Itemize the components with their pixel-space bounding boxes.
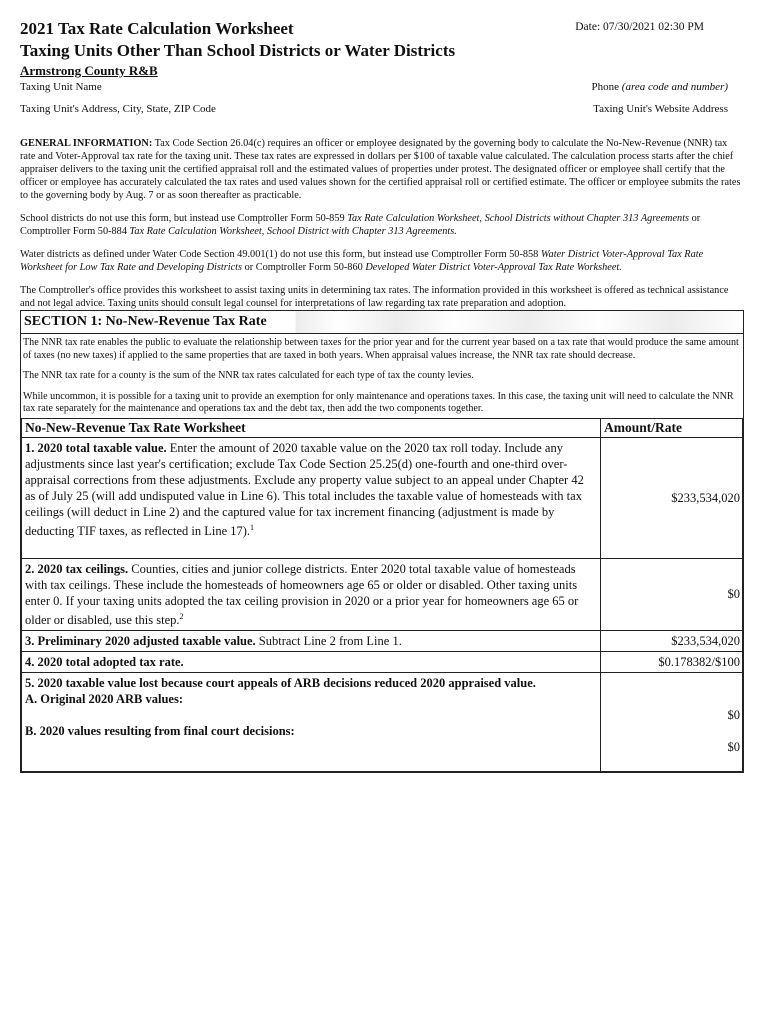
line-3-desc: 3. Preliminary 2020 adjusted taxable value. Subtract Line 2 from Line 1.: [22, 630, 601, 651]
line-5b-label: B. 2020 values resulting from final court decisions:: [25, 723, 295, 738]
header: [20, 18, 744, 40]
water-districts-note: Water districts as defined under Water Code Section 49.001(1) do not use this form, but instead use Comptroller Form 50-858 Water District Voter-Approval Tax Rate Worksheet for Low Tax Rate and Developing Districts or Comptroller Form 50-860 Developed Water District Voter-Approval Tax Rate Worksheet.: [20, 249, 704, 273]
col-header-worksheet: No-New-Revenue Tax Rate Worksheet: [22, 418, 601, 437]
line-4-desc: 4. 2020 total adopted tax rate.: [22, 651, 601, 672]
worksheet-page: [20, 18, 744, 773]
line-5a-label: A. Original 2020 ARB values:: [25, 691, 183, 706]
table-row: [22, 651, 743, 672]
line-1-desc: 1. 2020 total taxable value. Enter the amount of 2020 taxable value on the 2020 tax roll today. Include any adjustments since last year's certification; exclude Tax Code Section 25.25(d) one-fourth and one-third over-appraisal corrections from these adjustments. Exclude any property value subject to an appeal under Chapter 42 as of July 25 (will add undisputed value in Line 6). This total includes the taxable value of homesteads with tax ceilings (will deduct in Line 2) and the captured value for tax increment financing (adjustment is made by deducting TIF taxes, as reflected in Line 17).$^1$: [22, 437, 601, 558]
unit-name-label: Taxing Unit Name: [20, 81, 102, 93]
form-title: 2021 Tax Rate Calculation Worksheet: [20, 19, 294, 38]
section-1-para: The NNR tax rate enables the public to evaluate the relationship between taxes for the prior year and for the current year based on a tax rate that would produce the same amount of taxes (no new taxes) if applied to the same properties that are taxed in both years. When appraisal values increase, the NNR tax rate should decrease.: [23, 337, 739, 361]
section-1-title: SECTION 1: No-New-Revenue Tax Rate: [21, 311, 743, 334]
line-5-desc: 5. 2020 taxable value lost because court appeals of ARB decisions reduced 2020 appraised value. A. Original 2020 ARB values: B. 2020 values resulting from final court decisions:: [22, 672, 601, 771]
address-row: [20, 103, 744, 119]
general-info: GENERAL INFORMATION: Tax Code Section 26.04(c) requires an officer or employee designated by the governing body to calculate the No-New-Revenue (NNR) tax rate and Voter-Approval tax rate for the taxing unit. These tax rates are expressed in dollars per $100 of taxable value calculated. The calculation process starts after the chief appraiser delivers to the taxing unit the certified appraisal roll and the estimated values of properties under protest. The designated officer or employee shall certify that the officer or employee has accurately calculated the tax rates and used values shown for the certified appraisal roll or certified estimate. The officer or employee submits the rates to the governing body by Aug. 7 or as soon thereafter as practicable.: [20, 138, 741, 201]
phone-label: Phone (area code and number): [591, 81, 728, 93]
table-row: [22, 558, 743, 630]
col-header-amount: Amount/Rate: [601, 418, 743, 437]
line-1-amount: $233,534,020: [601, 437, 743, 558]
line-2-amount: $0: [601, 558, 743, 630]
section-1-para: The NNR tax rate for a county is the sum of the NNR tax rates calculated for each type of tax the county levies.: [23, 370, 474, 381]
line-2-desc: 2. 2020 tax ceilings. Counties, cities and junior college districts. Enter 2020 total taxable value of homesteads with tax ceilings. These include the homesteads of homeowners age 65 or older or disabled. Other taxing units enter 0. If your taxing units adopted the tax ceiling provision in 2020 or a prior year for homeowners age 65 or older or disabled, use this step.$^2$: [22, 558, 601, 630]
taxing-unit-name: Armstrong County R&B: [20, 63, 158, 78]
section-1-para: While uncommon, it is possible for a taxing unit to provide an exemption for only maintenance and operations taxes. In this case, the taxing unit will need to calculate the NNR tax rate separately for the maintenance and operations tax and the debt tax, then add the two components together.: [23, 390, 734, 414]
section-1-intro: [21, 334, 743, 416]
form-subtitle: Taxing Units Other Than School Districts or Water Districts: [20, 41, 456, 60]
website-label: Taxing Unit's Website Address: [593, 103, 728, 115]
section-1: [20, 310, 744, 773]
line-4-amount: $0.178382/$100: [601, 651, 743, 672]
line-5a-amount: $0: [727, 707, 740, 722]
table-row: [22, 672, 743, 771]
date-stamp: Date: 07/30/2021 02:30 PM: [575, 21, 704, 33]
comptroller-note: The Comptroller's office provides this worksheet to assist taxing units in determining tax rates. The information provided in this worksheet is offered as technical assistance and not legal advice. Taxing units should consult legal counsel for interpretations of law regarding tax rate preparation and adoption.: [20, 285, 729, 309]
table-header-row: [22, 418, 743, 437]
address-label: Taxing Unit's Address, City, State, ZIP Code: [20, 103, 216, 115]
phone-hint: (area code and number): [621, 81, 728, 93]
school-districts-note: School districts do not use this form, but instead use Comptroller Form 50-859 Tax Rate Calculation Worksheet, School Districts without Chapter 313 Agreements or Comptroller Form 50-884 Tax Rate Calculation Worksheet, School District with Chapter 313 Agreements.: [20, 213, 701, 237]
unit-name-row: [20, 81, 744, 97]
nnr-worksheet-table: [21, 418, 743, 772]
line-5-amounts: [601, 672, 743, 771]
line-5b-amount: $0: [727, 739, 740, 754]
table-row: [22, 630, 743, 651]
line-3-amount: $233,534,020: [601, 630, 743, 651]
table-row: [22, 437, 743, 558]
